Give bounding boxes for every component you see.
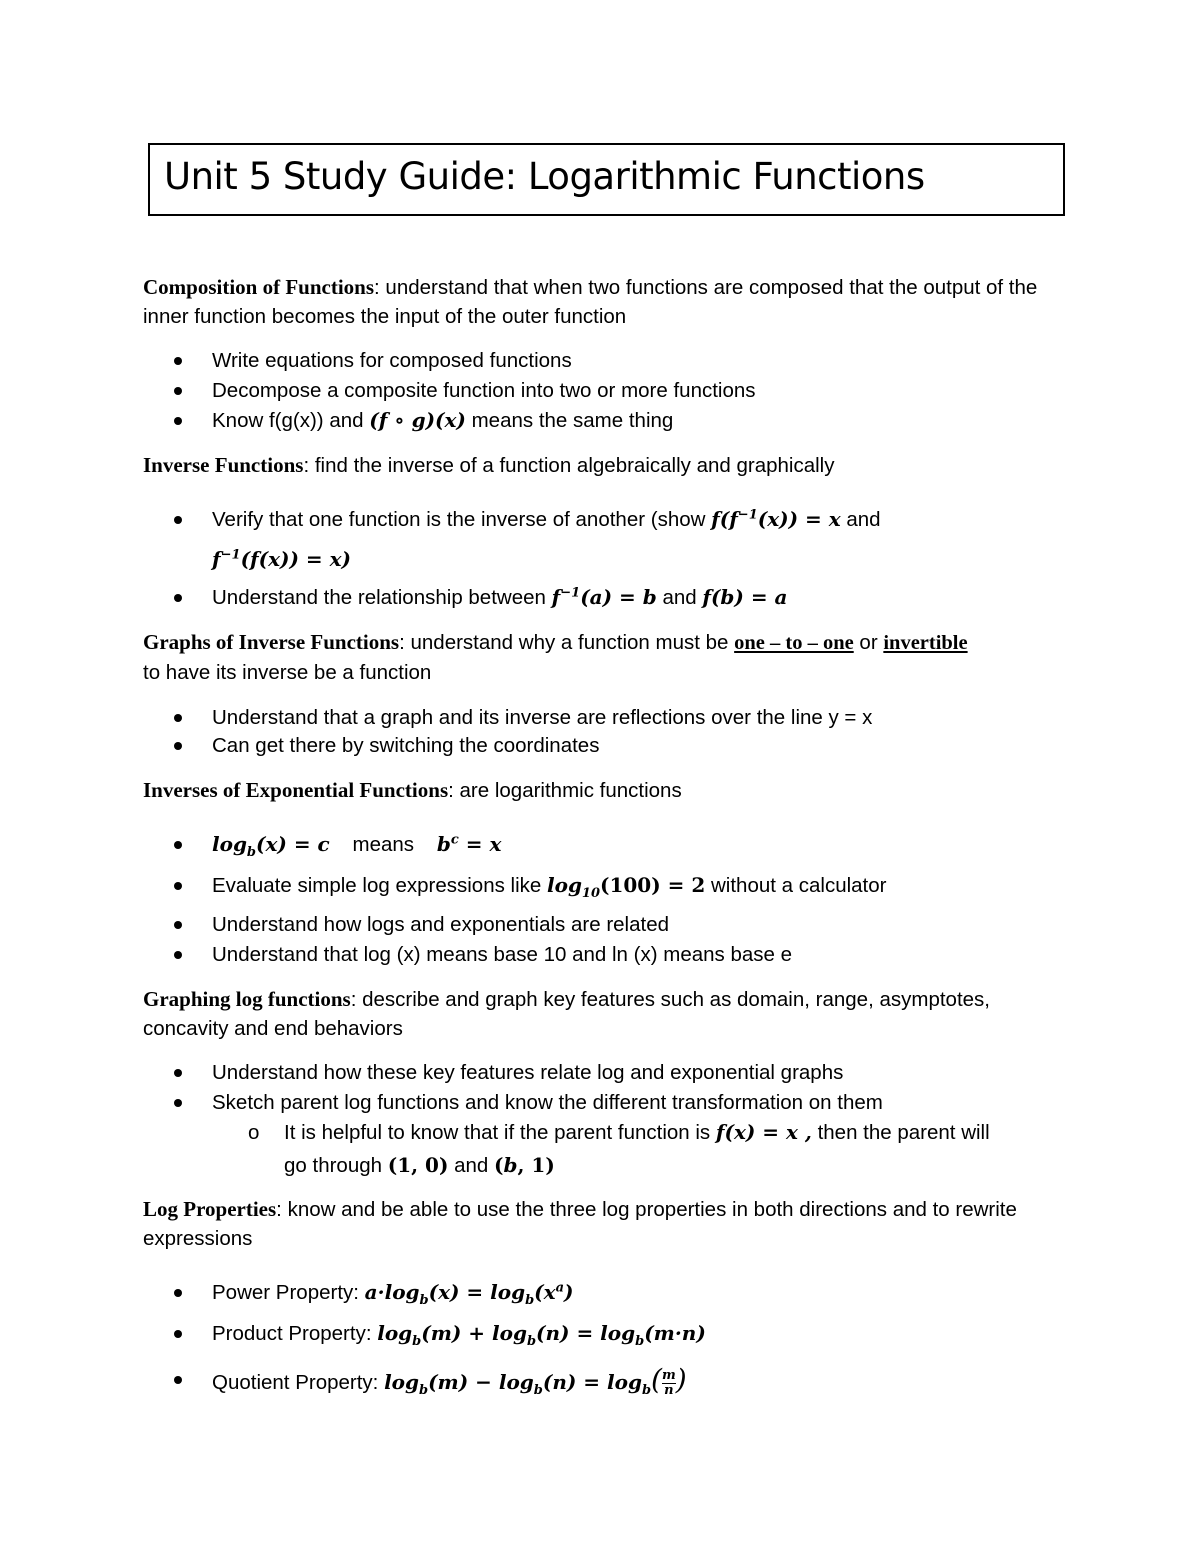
bullet-icon bbox=[174, 841, 182, 849]
bullet-icon bbox=[174, 1099, 182, 1107]
math-parent-fn: f(x) = x , bbox=[715, 1120, 812, 1144]
bullet-icon bbox=[174, 594, 182, 602]
bullet-icon bbox=[174, 951, 182, 959]
math-point-1-0: (1, 0) bbox=[387, 1153, 449, 1177]
log-props-heading: Log Properties bbox=[143, 1197, 277, 1221]
bullet-icon bbox=[174, 1289, 182, 1297]
graphs-inverse-heading: Graphs of Inverse Functions bbox=[143, 630, 400, 654]
bullet-icon bbox=[174, 1330, 182, 1338]
math-quotient-property: $\log_b(m) - \log_b(n) = \log_b$( $\frac{m}{n}$ ) bbox=[384, 1363, 687, 1398]
inverse-heading: Inverse Functions bbox=[143, 453, 304, 477]
inverse-desc: : find the inverse of a function algebraically and graphically bbox=[303, 454, 835, 477]
math-power-property: $a\cdot\log_b(x) = \log_b(x^a)$ bbox=[364, 1280, 574, 1308]
bullet-icon bbox=[174, 882, 182, 890]
math-product-property: $\log_b(m) + \log_b(n) = \log_b(m\cdot n)$ bbox=[377, 1321, 706, 1349]
math-f-finv: $f(f^{-1}(x)) = x$ bbox=[711, 507, 841, 531]
math-exp-def: $b^c = x$ bbox=[436, 832, 502, 856]
composition-heading: Composition of Functions bbox=[143, 275, 375, 299]
math-finv-a: $f^{-1}(a) = b$ bbox=[551, 585, 657, 609]
bullet-icon bbox=[174, 1069, 182, 1077]
bullet-icon bbox=[174, 1376, 182, 1384]
bullet-icon bbox=[174, 714, 182, 722]
bullet-icon bbox=[174, 417, 182, 425]
bullet-icon bbox=[174, 357, 182, 365]
inverses-exp-paragraph: Inverses of Exponential Functions: are logarithmic functions bbox=[143, 778, 682, 802]
inverses-exp-heading: Inverses of Exponential Functions bbox=[143, 778, 449, 802]
math-f-b: f(b) = a bbox=[702, 585, 788, 609]
math-log10: $\log_{10}$ bbox=[547, 873, 601, 901]
title-box bbox=[148, 143, 1065, 216]
log-props-paragraph: Log Properties: know and be able to use the three log properties in both directions and to rewrite expressions bbox=[143, 1197, 1017, 1250]
one-to-one-term: one – to – one bbox=[734, 632, 854, 654]
bullet-icon bbox=[174, 387, 182, 395]
math-log-def: $\log_b(x) = c$ bbox=[212, 832, 330, 860]
graphing-log-heading: Graphing log functions bbox=[143, 987, 351, 1011]
page-title: Unit 5 Study Guide: Logarithmic Functions bbox=[164, 155, 925, 198]
invertible-term: invertible bbox=[883, 632, 968, 654]
graphing-log-paragraph: Graphing log functions: describe and graph key features such as domain, range, asymptotes, concavity and end behaviors bbox=[143, 987, 990, 1040]
composition-desc: : understand that when two functions are composed that the output of the inner function becomes the input of the outer function bbox=[143, 276, 1038, 328]
bullet-icon bbox=[174, 742, 182, 750]
math-composition: (f ∘ g)(x) bbox=[369, 408, 466, 432]
sub-bullet-marker: o bbox=[248, 1121, 260, 1144]
composition-paragraph bbox=[143, 273, 1073, 331]
math-finv-f: $f^{-1}(f(x)) = x$) bbox=[212, 547, 352, 571]
inverse-paragraph bbox=[143, 451, 1073, 480]
bullet-icon bbox=[174, 516, 182, 524]
math-point-b-1: (b, 1) bbox=[494, 1153, 555, 1177]
graphs-inverse-paragraph: Graphs of Inverse Functions: understand why a function must be one – to – one or invertible to have its inverse be a function bbox=[143, 630, 968, 684]
bullet-icon bbox=[174, 921, 182, 929]
